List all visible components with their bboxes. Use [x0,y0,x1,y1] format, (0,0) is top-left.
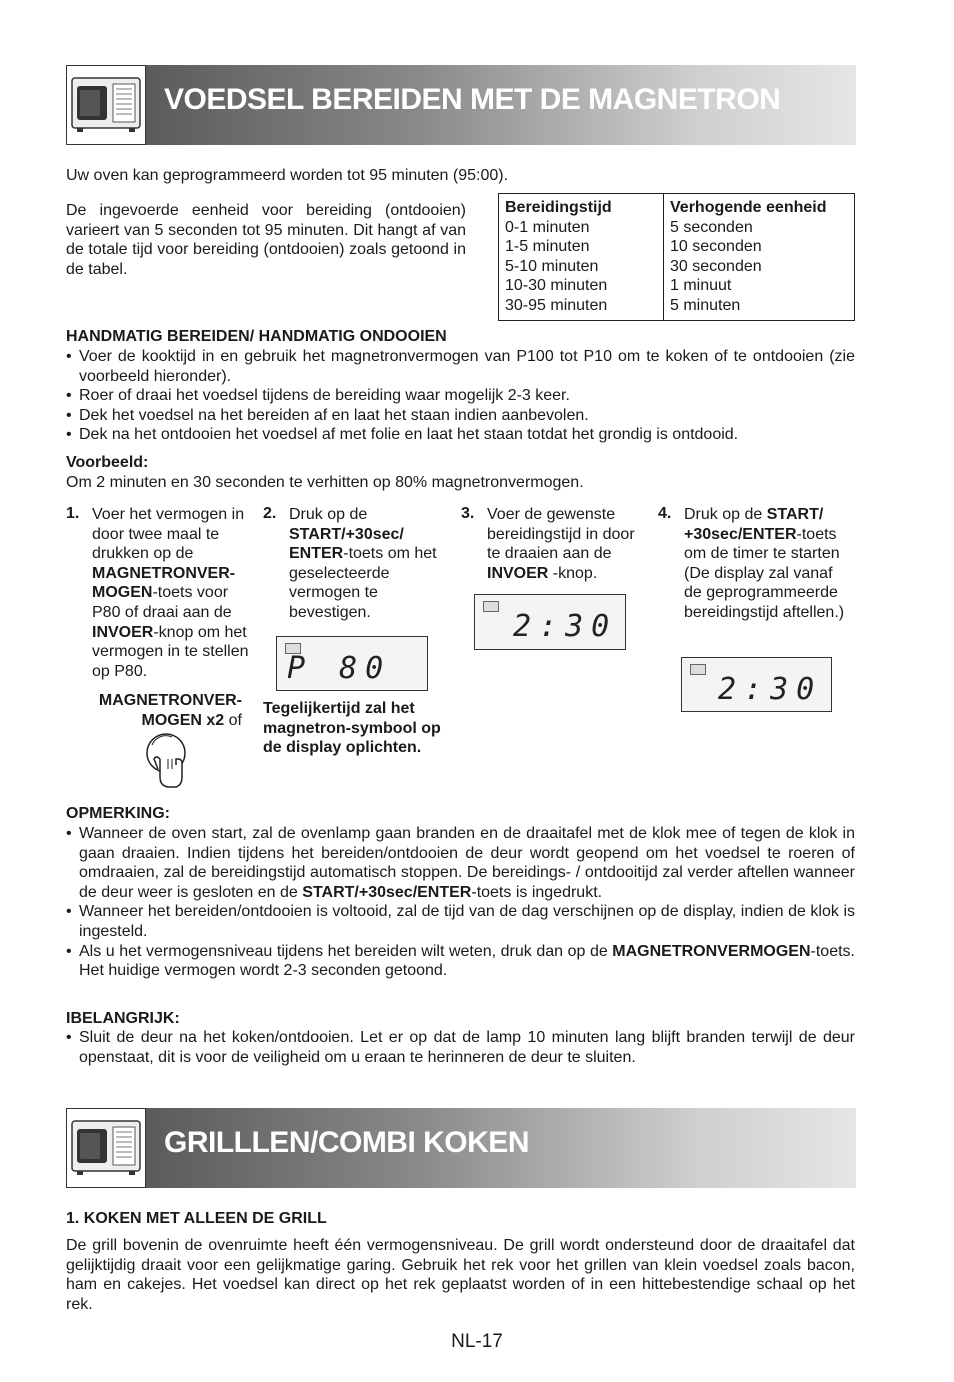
note-heading: OPMERKING: [66,805,170,822]
list-item: • Wanneer de oven start, zal de ovenlamp gaan branden en de draaitafel met de klok mee of tegen de klok in gaan draaien. Indien tijdens het bereiden/ontdooien de deur wordt geopend om het voedsel te roeren of omdraaien, zal de bereidingstijd automatisch stoppen. De bereidings- / ontdooitijd zal verder aftellen wanneer de deur weer is gesloten en de START/+30sec/ENTER-toets is ingedrukt. [66,824,855,902]
section-title: VOEDSEL BEREIDEN MET DE MAGNETRON [164,83,781,116]
table-cell: 1 minuut [670,277,732,295]
microwave-symbol-icon [690,664,706,675]
step-4-text: Druk op de START/ +30sec/ENTER-toets om de timer te starten (De display zal vanaf de geprogrammeerde bereidingstijd aftellen.) [684,506,845,621]
step-2-note: Tegelijkertijd zal het magnetron-symbool op de display oplichten. [263,700,441,757]
display-readout: 2:30 [718,672,823,707]
table-cell: 30-95 minuten [505,296,608,314]
grill-sub-heading: 1. KOKEN MET ALLEEN DE GRILL [66,1210,327,1227]
table-cell: 0-1 minuten [505,218,590,236]
microwave-symbol-icon [483,601,499,612]
page-number: NL-17 [451,1331,503,1352]
list-item: • Sluit de deur na het koken/ontdooien. Let er op dat de lamp 10 minuten lang blijft branden terwijl de deur openstaat, dit is voor de veiligheid om u eraan te herinneren de deur te sluiten. [66,1028,855,1067]
list-item: • Voer de kooktijd in en gebruik het magnetronvermogen van P100 tot P10 om te koken of te ontdooien (zie voorbeeld hieronder). [66,347,855,386]
section-banner-grill [66,1108,856,1188]
important-heading: IBELANGRIJK: [66,1010,180,1027]
table-cell: 5 seconden [670,218,753,236]
example-text: Om 2 minuten en 30 seconden te verhitten op 80% magnetronvermogen. [66,474,584,491]
list-item: • Als u het vermogensniveau tijdens het bereiden wilt weten, druk dan op de MAGNETRONVERMOGEN-toets. Het huidige vermogen wordt 2-3 seconden getoond. [66,942,855,981]
list-item: • Dek na het ontdooien het voedsel af met folie en laat het staan totdat het grondig is ontdooid. [66,425,855,445]
step-1-text: Voer het vermogen in door twee maal te drukken op de MAGNETRONVERMOGEN-toets voor P80 of draai aan de INVOER-knop om het vermogen in te stellen op P80. [92,506,249,680]
table-cell: 10-30 minuten [505,277,608,295]
table-cell: 1-5 minuten [505,238,590,256]
manual-bullet-list [66,347,855,445]
table-header-row [499,194,855,321]
note-bullet-list [66,824,855,981]
step-2-text: Druk op de START/+30sec/ ENTER-toets om het geselecteerde vermogen te bevestigen. [289,506,437,621]
table-cell: 5 minuten [670,296,741,314]
microwave-icon [66,1108,146,1188]
unit-description: De ingevoerde eenheid voor bereiding (ontdooien) varieert van 5 seconden tot 95 minuten. Dit hangt af van de totale tijd voor bereiding (ontdooien) zoals getoond in de tabel. [66,202,466,278]
important-bullet-list [66,1028,855,1067]
section-banner-microwave [66,65,856,145]
table-header-cell: Bereidingstijd [505,199,612,216]
list-item: • Wanneer het bereiden/ontdooien is voltooid, zal de tijd van de dag verschijnen op de display, indien de klok is ingesteld. [66,902,855,941]
display-readout: 2:30 [513,609,618,644]
step-number: 2. [263,505,277,522]
microwave-icon [66,65,146,145]
step-1-caption: MAGNETRONVERMOGEN x2 of [98,692,242,729]
step-number: 4. [658,505,672,522]
intro-text: Uw oven kan geprogrammeerd worden tot 95 minuten (95:00). [66,167,509,184]
list-item: • Roer of draai het voedsel tijdens de bereiding waar mogelijk 2-3 keer. [66,386,855,406]
step-number: 1. [66,505,80,522]
step-number: 3. [461,505,475,522]
display-countdown [681,657,832,712]
step-3-text: Voer de gewenste bereidingstijd in door te draaien aan de INVOER -knop. [487,506,635,582]
example-heading: Voorbeeld: [66,454,149,471]
list-item: • Dek het voedsel na het bereiden af en laat het staan indien aanbevolen. [66,406,855,426]
section-title: GRILLLEN/COMBI KOKEN [164,1126,529,1159]
table-header-cell: Verhogende eenheid [670,199,827,216]
increment-table [498,193,855,321]
display-p80 [276,636,428,691]
grill-text: De grill bovenin de ovenruimte heeft één vermogensniveau. De grill wordt ondersteund door de draaitafel dat gelijktijdig draait voor een gelijkmatige garing. Gebruik het rek voor het grillen van klein voedsel zoals bacon, ham en cakejes. Het voedsel kan direct op het rek geplaatst worden of in een hittebestendige schaal op het rek. [66,1237,855,1313]
display-time-set [474,594,626,650]
display-readout: P 80 [287,651,392,686]
knob-hand-icon [142,729,192,789]
manual-heading: HANDMATIG BEREIDEN/ HANDMATIG ONDOOIEN [66,328,447,345]
table-cell: 10 seconden [670,238,762,256]
table-cell: 30 seconden [670,257,762,275]
table-cell: 5-10 minuten [505,257,599,275]
